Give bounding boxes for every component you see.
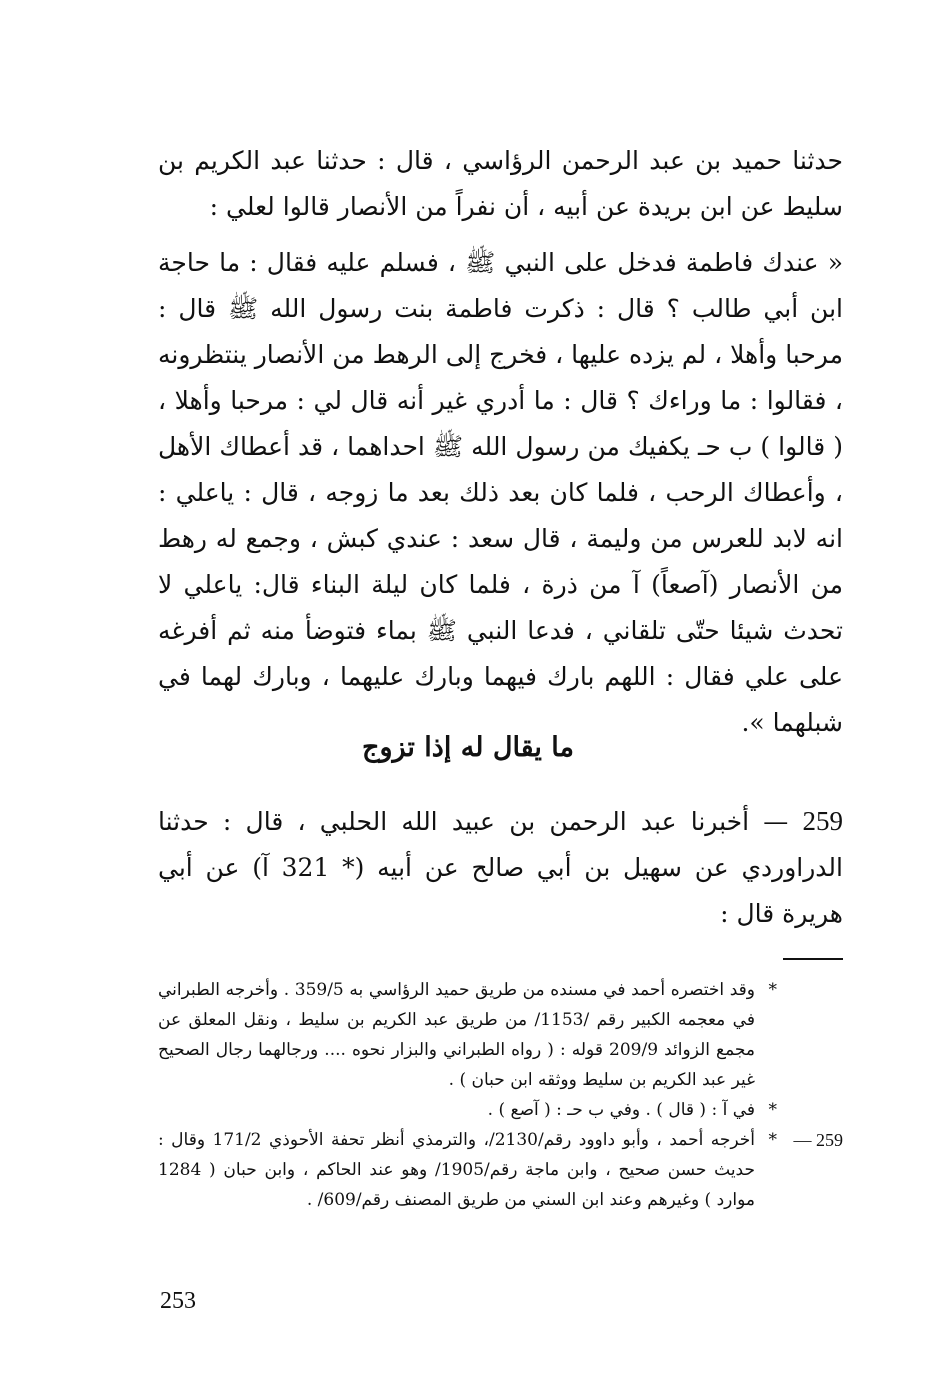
footnote-marker: * bbox=[768, 980, 777, 1000]
footnote-marker: * bbox=[768, 1130, 777, 1150]
footnote-item bbox=[158, 1095, 843, 1125]
footnote-text: وقد اختصره أحمد في مسنده من طريق حميد الرؤاسي به 359/5 . وأخرجه الطبراني في معجمه الكبير رقم /1153/ من طريق عبد الكريم بن سليط ، ونقل المعلق عن مجمع الزوائد 209/9 قوله : ( رواه الطبراني والبزار نحوه .... ورجالهما رجال الصحيح غير عبد الكريم بن سليط ووثقه ابن حبان ) . bbox=[158, 980, 755, 1090]
hadith-paragraph: « عندك فاطمة فدخل على النبي ﷺ ، فسلم عليه فقال : ما حاجة ابن أبي طالب ؟ قال : ذكرت فاطمة بنت رسول الله ﷺ قال : مرحبا وأهلا ، لم يزده عليها ، فخرج إلى الرهط من الأنصار ينتظرونه ، فقالوا : ما وراءك ؟ قال : ما أدري غير أنه قال لي : مرحبا وأهلا ، ( قالوا ) ب حـ يكفيك من رسول الله ﷺ احداهما ، قد أعطاك الأهل ، وأعطاك الرحب ، فلما كان بعد ذلك بعد ما زوجه ، قال : ياعلي : انه لابد للعرس من وليمة ، قال سعد : عندي كبش ، وجمع له رهط من الأنصار (آصعاً) آ من ذرة ، فلما كان ليلة البناء قال: ياعلي لا تحدث شيئا حتّى تلقاني ، فدعا النبي ﷺ بماء فتوضأ منه ثم أفرغه على علي فقال : اللهم بارك فيهما وبارك عليهما ، وبارك لهما في شبلهما ». bbox=[158, 248, 843, 737]
footnote-item bbox=[158, 1125, 843, 1215]
footnote-item bbox=[158, 975, 843, 1095]
page-number: 253 bbox=[160, 1288, 196, 1314]
section-heading: ما يقال له إذا تزوج bbox=[362, 732, 574, 763]
hadith-entry bbox=[158, 798, 843, 937]
footnote-separator bbox=[783, 958, 843, 960]
footnotes bbox=[158, 975, 843, 1215]
entry-text: — أخبرنا عبد الرحمن بن عبيد الله الحلبي ، قال : حدثنا الدراوردي عن سهيل بن أبي صالح عن أبيه (* 321 آ) عن أبي هريرة قال : bbox=[158, 807, 843, 928]
footnote-text: أخرجه أحمد ، وأبو داوود رقم/2130/، والترمذي أنظر تحفة الأحوذي 171/2 وقال : حديث حسن صحيح ، وابن ماجة رقم/1905/ وهو عند الحاكم ، وابن حبان ( 1284 موارد ) وغيرهم وعند ابن السني من طريق المصنف رقم/609/ . bbox=[158, 1130, 755, 1210]
footnote-marker: * bbox=[768, 1100, 777, 1120]
footnote-text: في آ : ( قال ) . وفي ب حـ : ( آصع ) . bbox=[487, 1100, 755, 1120]
intro-paragraph: حدثنا حميد بن عبد الرحمن الرؤاسي ، قال : حدثنا عبد الكريم بن سليط عن ابن بريدة عن أبيه ، أن نفراً من الأنصار قالوا لعلي : bbox=[158, 146, 843, 221]
footnote-number: 259 — bbox=[793, 1130, 843, 1150]
entry-number: 259 bbox=[802, 806, 843, 836]
